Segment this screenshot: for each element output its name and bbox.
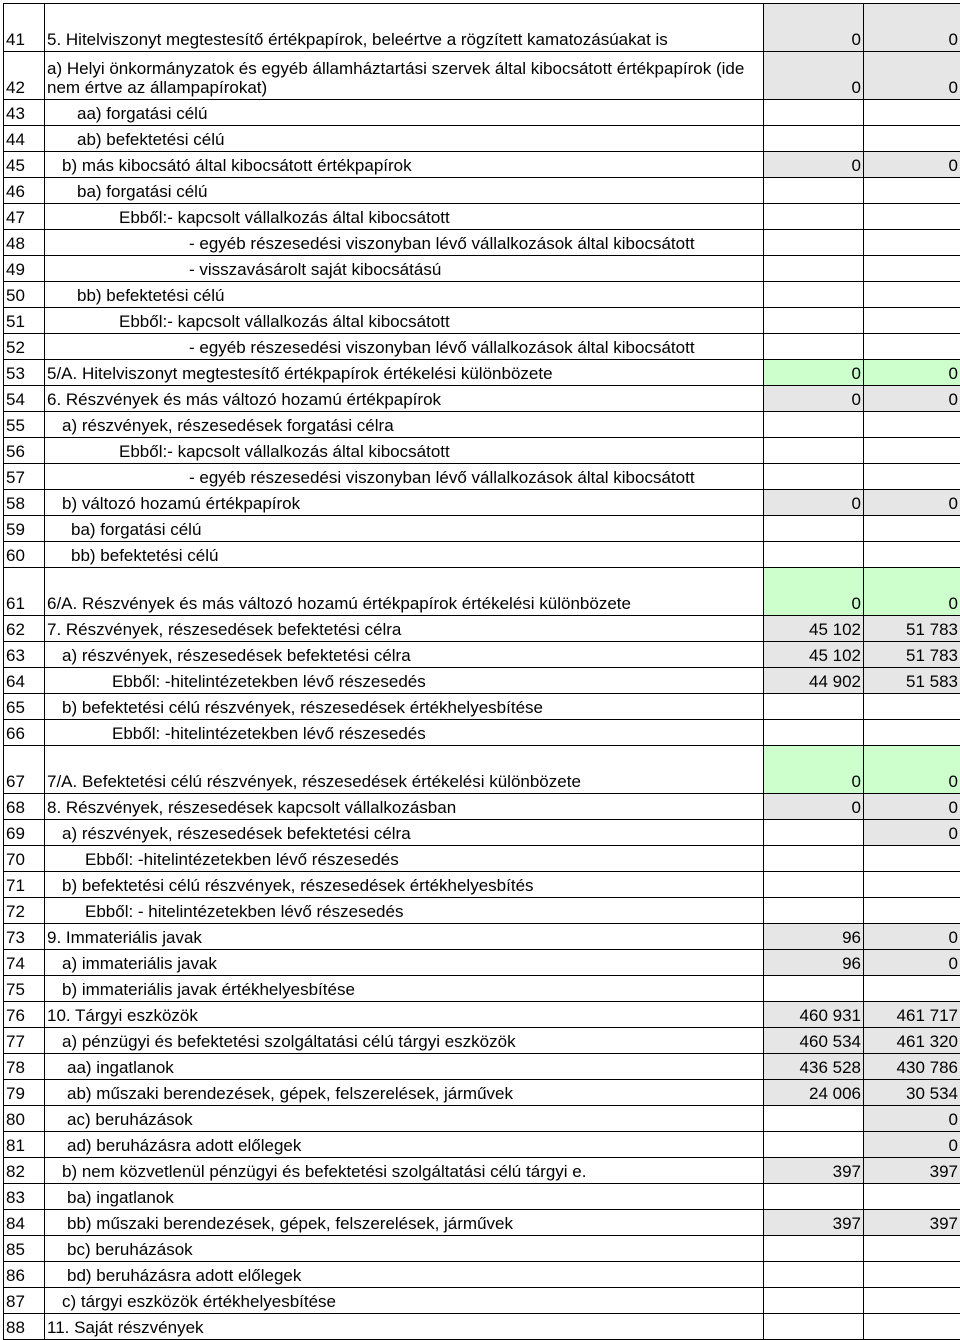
table-row <box>4 1028 960 1054</box>
value-previous-year <box>764 846 864 872</box>
value-previous-year: 460 534 <box>764 1028 864 1054</box>
row-number: 57 <box>4 464 45 490</box>
table-row <box>4 178 960 204</box>
value-current-year <box>864 976 960 1002</box>
value-current-year: 30 534 <box>864 1080 960 1106</box>
row-number: 81 <box>4 1132 45 1158</box>
value-current-year <box>864 464 960 490</box>
row-number: 50 <box>4 282 45 308</box>
row-number: 46 <box>4 178 45 204</box>
value-current-year <box>864 126 960 152</box>
value-previous-year <box>764 516 864 542</box>
row-label: c) tárgyi eszközök értékhelyesbítése <box>45 1288 764 1314</box>
row-label: ba) forgatási célú <box>45 516 764 542</box>
row-number: 79 <box>4 1080 45 1106</box>
value-previous-year: 0 <box>764 360 864 386</box>
value-current-year <box>864 100 960 126</box>
table-row <box>4 1054 960 1080</box>
row-label: 9. Immateriális javak <box>45 924 764 950</box>
value-current-year: 0 <box>864 152 960 178</box>
row-number: 51 <box>4 308 45 334</box>
row-number: 53 <box>4 360 45 386</box>
row-number: 54 <box>4 386 45 412</box>
table-row <box>4 282 960 308</box>
value-previous-year <box>764 230 864 256</box>
value-previous-year <box>764 872 864 898</box>
row-label: a) részvények, részesedések forgatási célra <box>45 412 764 438</box>
value-current-year <box>864 1262 960 1288</box>
row-label: Ebből:- kapcsolt vállalkozás által kibocsátott <box>45 204 764 230</box>
row-number: 49 <box>4 256 45 282</box>
row-label: 10. Tárgyi eszközök <box>45 1002 764 1028</box>
value-current-year <box>864 542 960 568</box>
row-number: 75 <box>4 976 45 1002</box>
value-current-year: 461 717 <box>864 1002 960 1028</box>
row-number: 59 <box>4 516 45 542</box>
table-row <box>4 256 960 282</box>
row-label: bc) beruházások <box>45 1236 764 1262</box>
table-row <box>4 642 960 668</box>
table-row <box>4 386 960 412</box>
value-current-year: 0 <box>864 490 960 516</box>
value-previous-year: 397 <box>764 1158 864 1184</box>
row-number: 72 <box>4 898 45 924</box>
table-row <box>4 52 960 100</box>
value-current-year: 0 <box>864 386 960 412</box>
row-label: Ebből: - hitelintézetekben lévő részesedés <box>45 898 764 924</box>
value-previous-year: 44 902 <box>764 668 864 694</box>
row-number: 47 <box>4 204 45 230</box>
value-current-year: 0 <box>864 950 960 976</box>
value-previous-year: 0 <box>764 568 864 616</box>
row-number: 80 <box>4 1106 45 1132</box>
value-current-year: 51 783 <box>864 616 960 642</box>
row-label: a) immateriális javak <box>45 950 764 976</box>
table-row <box>4 1158 960 1184</box>
value-previous-year <box>764 412 864 438</box>
value-previous-year <box>764 820 864 846</box>
row-number: 44 <box>4 126 45 152</box>
value-current-year: 0 <box>864 746 960 794</box>
value-previous-year <box>764 1106 864 1132</box>
row-number: 52 <box>4 334 45 360</box>
row-label: ac) beruházások <box>45 1106 764 1132</box>
value-current-year: 0 <box>864 4 960 52</box>
row-label: 11. Saját részvények <box>45 1314 764 1340</box>
table-body <box>4 4 960 1340</box>
value-previous-year: 436 528 <box>764 1054 864 1080</box>
value-current-year: 51 783 <box>864 642 960 668</box>
value-current-year <box>864 334 960 360</box>
table-row <box>4 1132 960 1158</box>
value-previous-year <box>764 898 864 924</box>
table-row <box>4 100 960 126</box>
value-current-year <box>864 846 960 872</box>
value-current-year: 0 <box>864 568 960 616</box>
value-previous-year: 0 <box>764 386 864 412</box>
row-label: Ebből: -hitelintézetekben lévő részesedés <box>45 720 764 746</box>
table-row <box>4 4 960 52</box>
value-current-year <box>864 178 960 204</box>
row-label: ba) ingatlanok <box>45 1184 764 1210</box>
value-previous-year <box>764 438 864 464</box>
row-number: 69 <box>4 820 45 846</box>
value-previous-year: 0 <box>764 490 864 516</box>
value-current-year: 0 <box>864 52 960 100</box>
row-number: 70 <box>4 846 45 872</box>
value-previous-year <box>764 282 864 308</box>
row-label: 7/A. Befektetési célú részvények, részesedések értékelési különbözete <box>45 746 764 794</box>
table-row <box>4 1106 960 1132</box>
row-number: 65 <box>4 694 45 720</box>
value-current-year <box>864 1184 960 1210</box>
table-row <box>4 1184 960 1210</box>
row-label: a) részvények, részesedések befektetési célra <box>45 642 764 668</box>
value-current-year: 0 <box>864 1106 960 1132</box>
table-row <box>4 360 960 386</box>
row-number: 67 <box>4 746 45 794</box>
row-number: 55 <box>4 412 45 438</box>
row-number: 77 <box>4 1028 45 1054</box>
row-number: 63 <box>4 642 45 668</box>
value-current-year <box>864 516 960 542</box>
row-number: 56 <box>4 438 45 464</box>
table-row <box>4 126 960 152</box>
row-label: bb) műszaki berendezések, gépek, felszerelések, járművek <box>45 1210 764 1236</box>
row-label: bb) befektetési célú <box>45 282 764 308</box>
value-previous-year <box>764 204 864 230</box>
value-current-year <box>864 412 960 438</box>
value-previous-year <box>764 464 864 490</box>
value-previous-year <box>764 720 864 746</box>
table-row <box>4 1210 960 1236</box>
value-previous-year: 460 931 <box>764 1002 864 1028</box>
table-row <box>4 464 960 490</box>
value-current-year: 0 <box>864 1132 960 1158</box>
row-number: 76 <box>4 1002 45 1028</box>
value-current-year <box>864 438 960 464</box>
row-label: - visszavásárolt saját kibocsátású <box>45 256 764 282</box>
value-previous-year <box>764 178 864 204</box>
row-number: 78 <box>4 1054 45 1080</box>
value-previous-year: 0 <box>764 52 864 100</box>
value-previous-year: 24 006 <box>764 1080 864 1106</box>
value-current-year: 0 <box>864 924 960 950</box>
row-label: b) immateriális javak értékhelyesbítése <box>45 976 764 1002</box>
row-number: 83 <box>4 1184 45 1210</box>
table-row <box>4 204 960 230</box>
row-label: a) Helyi önkormányzatok és egyéb államháztartási szervek által kibocsátott értékpapírok (ide nem értve az állampapírokat) <box>45 52 764 100</box>
row-number: 86 <box>4 1262 45 1288</box>
value-previous-year <box>764 1262 864 1288</box>
balance-sheet <box>3 3 960 1340</box>
table-row <box>4 516 960 542</box>
value-previous-year: 397 <box>764 1210 864 1236</box>
value-current-year <box>864 282 960 308</box>
row-number: 84 <box>4 1210 45 1236</box>
value-previous-year <box>764 308 864 334</box>
value-current-year <box>864 694 960 720</box>
table-row <box>4 542 960 568</box>
value-previous-year: 0 <box>764 152 864 178</box>
table-row <box>4 924 960 950</box>
table-row <box>4 152 960 178</box>
row-label: ab) műszaki berendezések, gépek, felszerelések, járművek <box>45 1080 764 1106</box>
row-number: 88 <box>4 1314 45 1340</box>
table-row <box>4 334 960 360</box>
table-row <box>4 746 960 794</box>
row-number: 43 <box>4 100 45 126</box>
table-row <box>4 872 960 898</box>
table-row <box>4 846 960 872</box>
row-label: - egyéb részesedési viszonyban lévő vállalkozások által kibocsátott <box>45 230 764 256</box>
row-label: - egyéb részesedési viszonyban lévő vállalkozások által kibocsátott <box>45 464 764 490</box>
value-current-year <box>864 1288 960 1314</box>
table-row <box>4 820 960 846</box>
table-row <box>4 794 960 820</box>
value-previous-year: 0 <box>764 794 864 820</box>
row-number: 58 <box>4 490 45 516</box>
value-previous-year <box>764 976 864 1002</box>
row-number: 41 <box>4 4 45 52</box>
row-label: bd) beruházásra adott előlegek <box>45 1262 764 1288</box>
value-current-year: 51 583 <box>864 668 960 694</box>
row-number: 74 <box>4 950 45 976</box>
row-number: 45 <box>4 152 45 178</box>
value-current-year <box>864 256 960 282</box>
row-label: 5/A. Hitelviszonyt megtestesítő értékpapírok értékelési különbözete <box>45 360 764 386</box>
row-label: aa) ingatlanok <box>45 1054 764 1080</box>
value-previous-year <box>764 256 864 282</box>
row-label: - egyéb részesedési viszonyban lévő vállalkozások által kibocsátott <box>45 334 764 360</box>
value-previous-year <box>764 1236 864 1262</box>
value-current-year <box>864 1236 960 1262</box>
row-label: 6. Részvények és más változó hozamú értékpapírok <box>45 386 764 412</box>
value-current-year <box>864 230 960 256</box>
row-label: 6/A. Részvények és más változó hozamú értékpapírok értékelési különbözete <box>45 568 764 616</box>
value-current-year: 0 <box>864 820 960 846</box>
row-label: b) befektetési célú részvények, részesedések értékhelyesbítés <box>45 872 764 898</box>
value-previous-year: 96 <box>764 950 864 976</box>
value-current-year: 430 786 <box>864 1054 960 1080</box>
value-current-year: 0 <box>864 794 960 820</box>
row-label: a) részvények, részesedések befektetési célra <box>45 820 764 846</box>
table-row <box>4 616 960 642</box>
table-row <box>4 490 960 516</box>
row-label: 8. Részvények, részesedések kapcsolt vállalkozásban <box>45 794 764 820</box>
row-label: Ebből:- kapcsolt vállalkozás által kibocsátott <box>45 308 764 334</box>
value-previous-year <box>764 694 864 720</box>
value-current-year: 461 320 <box>864 1028 960 1054</box>
row-label: b) befektetési célú részvények, részesedések értékhelyesbítése <box>45 694 764 720</box>
table-row <box>4 568 960 616</box>
row-number: 66 <box>4 720 45 746</box>
table-row <box>4 1080 960 1106</box>
table-row <box>4 1262 960 1288</box>
table-row <box>4 1002 960 1028</box>
row-label: a) pénzügyi és befektetési szolgáltatási célú tárgyi eszközök <box>45 1028 764 1054</box>
value-current-year <box>864 898 960 924</box>
row-label: b) nem közvetlenül pénzügyi és befektetési szolgáltatási célú tárgyi e. <box>45 1158 764 1184</box>
value-previous-year: 45 102 <box>764 642 864 668</box>
row-number: 60 <box>4 542 45 568</box>
row-number: 87 <box>4 1288 45 1314</box>
value-current-year: 0 <box>864 360 960 386</box>
value-current-year <box>864 204 960 230</box>
table-row <box>4 438 960 464</box>
row-label: Ebből: -hitelintézetekben lévő részesedés <box>45 846 764 872</box>
row-label: Ebből: -hitelintézetekben lévő részesedés <box>45 668 764 694</box>
value-previous-year <box>764 542 864 568</box>
table-row <box>4 898 960 924</box>
value-previous-year: 0 <box>764 4 864 52</box>
table-row <box>4 720 960 746</box>
value-previous-year <box>764 1288 864 1314</box>
row-label: 5. Hitelviszonyt megtestesítő értékpapírok, beleértve a rögzített kamatozásúakat is <box>45 4 764 52</box>
row-number: 48 <box>4 230 45 256</box>
table-row <box>4 1288 960 1314</box>
value-previous-year <box>764 334 864 360</box>
value-current-year <box>864 872 960 898</box>
row-number: 71 <box>4 872 45 898</box>
row-number: 62 <box>4 616 45 642</box>
row-number: 61 <box>4 568 45 616</box>
table-row <box>4 230 960 256</box>
value-current-year <box>864 720 960 746</box>
value-current-year: 397 <box>864 1158 960 1184</box>
table-row <box>4 668 960 694</box>
table-row <box>4 412 960 438</box>
table-row <box>4 308 960 334</box>
value-previous-year <box>764 126 864 152</box>
row-label: b) más kibocsátó által kibocsátott értékpapírok <box>45 152 764 178</box>
row-label: Ebből:- kapcsolt vállalkozás által kibocsátott <box>45 438 764 464</box>
table-row <box>4 950 960 976</box>
row-number: 82 <box>4 1158 45 1184</box>
value-previous-year: 0 <box>764 746 864 794</box>
row-number: 64 <box>4 668 45 694</box>
value-previous-year: 45 102 <box>764 616 864 642</box>
value-previous-year <box>764 1184 864 1210</box>
row-label: 7. Részvények, részesedések befektetési célra <box>45 616 764 642</box>
row-number: 68 <box>4 794 45 820</box>
row-label: ad) beruházásra adott előlegek <box>45 1132 764 1158</box>
row-number: 85 <box>4 1236 45 1262</box>
table-row <box>4 1236 960 1262</box>
row-label: ab) befektetési célú <box>45 126 764 152</box>
value-previous-year <box>764 100 864 126</box>
balance-table <box>3 3 960 1340</box>
value-previous-year: 96 <box>764 924 864 950</box>
row-number: 42 <box>4 52 45 100</box>
value-previous-year <box>764 1132 864 1158</box>
value-current-year <box>864 308 960 334</box>
row-label: aa) forgatási célú <box>45 100 764 126</box>
row-number: 73 <box>4 924 45 950</box>
row-label: bb) befektetési célú <box>45 542 764 568</box>
row-label: b) változó hozamú értékpapírok <box>45 490 764 516</box>
value-current-year: 397 <box>864 1210 960 1236</box>
table-row <box>4 976 960 1002</box>
table-row <box>4 694 960 720</box>
row-label: ba) forgatási célú <box>45 178 764 204</box>
